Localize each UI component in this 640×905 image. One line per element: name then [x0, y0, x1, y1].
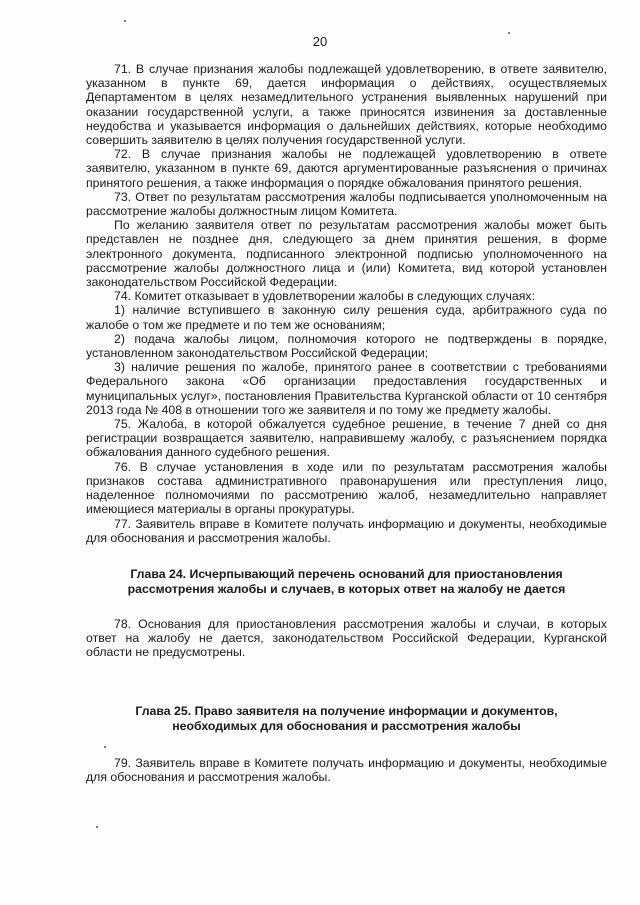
chapter-25-title-line-2: необходимых для обоснования и рассмотрения жалобы — [172, 718, 521, 733]
paragraph-74: 74. Комитет отказывает в удовлетворении жалобы в следующих случаях: — [114, 289, 535, 304]
chapter-24-title-line-2: рассмотрения жалобы и случаев, в которых ответ на жалобу не дается — [127, 581, 566, 596]
paragraph-74-item-2: 2) подача жалобы лицом, полномочия которого не подтверждены в порядке, установленном законодательством Российской Федерации; — [86, 331, 607, 361]
scan-speck — [508, 32, 510, 34]
chapter-24-title-line-1: Глава 24. Исчерпывающий перечень оснований для приостановления — [130, 566, 563, 581]
scan-speck — [124, 20, 126, 22]
chapter-25-heading — [86, 704, 607, 734]
scan-speck — [104, 746, 106, 748]
paragraph-76: 76. В случае установления в ходе или по результатам рассмотрения жалобы признаков состава административного правонарушения или преступления лицо, наделенное полномочиями по рассмотрению жалоб, незамедлительно направляет имеющиеся материалы в органы прокуратуры. — [86, 459, 607, 517]
paragraph-75: 75. Жалоба, в которой обжалуется судебное решение, в течение 7 дней со дня регистрации возвращается заявителю, направившему жалобу, с разъяснением порядка обжалования данного судебного решения. — [86, 417, 607, 460]
paragraph-78: 78. Основания для приостановления рассмотрения жалобы и случаи, в которых ответ на жалобу не дается, законодательством Российской Федерации, Курганской области не предусмотрены. — [86, 616, 607, 660]
paragraph-79: 79. Заявитель вправе в Комитете получать информацию и документы, необходимые для обоснования и рассмотрения жалобы. — [86, 755, 607, 784]
paragraph-74-item-3: 3) наличие решения по жалобе, принятого ранее в соответствии с требованиями Федерального закона «Об организации предоставления государственных и муниципальных услуг», постановления Правительства Курганской области от 10 сентября 2013 года № 408 в отношении того же заявителя и по тому же предмету жалобы. — [86, 360, 607, 417]
document-body — [86, 62, 607, 784]
paragraph-73-electronic: По желанию заявителя ответ по результатам рассмотрения жалобы может быть представлен не позднее дня, следующего за днем принятия решения, в форме электронного документа, подписанного электронной подписью уполномоченного на рассмотрение жалобы должностного лица и (или) Комитета, вид которой установлен законодательством Российской Федерации. — [86, 218, 607, 290]
paragraph-74-item-1: 1) наличие вступившего в законную силу решения суда, арбитражного суда по жалобе о том же предмете и по тем же основаниям; — [86, 303, 607, 332]
chapter-25-title-line-1: Глава 25. Право заявителя на получение информации и документов, — [135, 703, 558, 718]
scan-speck — [96, 826, 98, 828]
page-number: 20 — [312, 34, 328, 49]
paragraph-71: 71. В случае признания жалобы подлежащей удовлетворению, в ответе заявителю, указанном в пункте 69, дается информация о действиях, осуществляемых Департаментом в целях незамедлительного устранения выявленных нарушений при оказании государственной услуги, а также приносятся извинения за доставленные неудобства и указывается информация о дальнейших действиях, которые необходимо совершить заявителю в целях получения государственной услуги. — [86, 62, 607, 148]
paragraph-77: 77. Заявитель вправе в Комитете получать информацию и документы, необходимые для обоснования и рассмотрения жалобы. — [86, 516, 607, 545]
chapter-24-heading — [86, 567, 607, 597]
paragraph-73: 73. Ответ по результатам рассмотрения жалобы подписывается уполномоченным на рассмотрение жалобы должностным лицом Комитета. — [86, 189, 607, 219]
paragraph-72: 72. В случае признания жалобы не подлежащей удовлетворению в ответе заявителю, указанном в пункте 69, даются аргументированные разъяснения о причинах принятого решения, а также информация о порядке обжалования принятого решения. — [86, 147, 607, 190]
